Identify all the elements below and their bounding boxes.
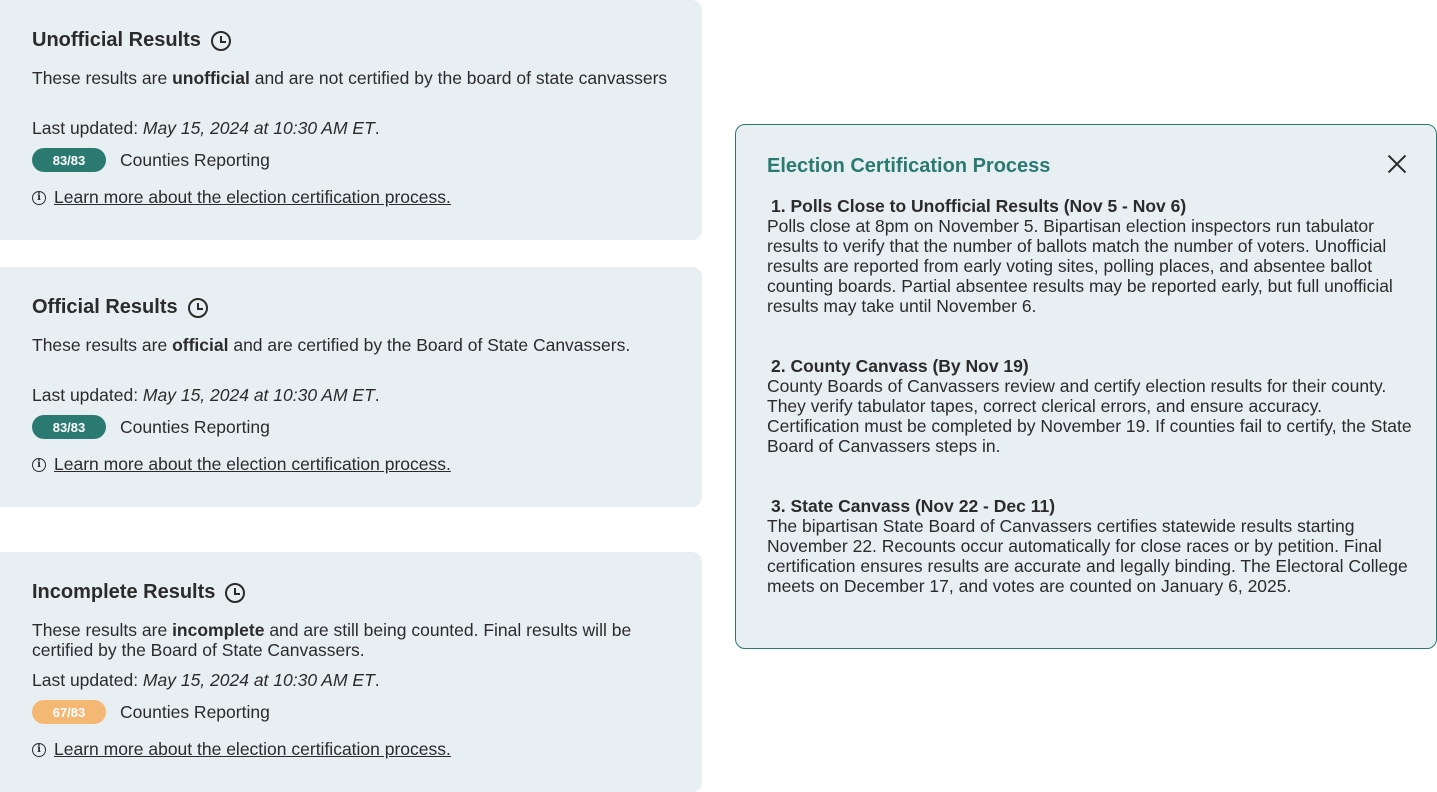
card-description: These results are unofficial and are not certified by the board of state canvassers — [32, 68, 668, 88]
learn-more — [32, 187, 451, 208]
step-title: 2. County Canvass (By Nov 19) — [771, 356, 1029, 376]
counties-reporting — [32, 415, 270, 439]
popup-title: Election Certification Process — [767, 155, 1051, 177]
step-1 — [767, 196, 1415, 316]
card-title — [32, 581, 245, 604]
updated-timestamp: May 15, 2024 at 10:30 AM ET — [142, 670, 375, 690]
status-word: official — [172, 335, 229, 355]
reporting-label: Counties Reporting — [120, 416, 270, 437]
incomplete-results-card — [0, 552, 702, 792]
card-description: These results are official and are certified by the Board of State Canvassers. — [32, 335, 631, 355]
learn-more — [32, 739, 451, 760]
step-body: County Boards of Canvassers review and certify election results for their county. — [767, 376, 1387, 396]
learn-more-link[interactable]: Learn more about the election certification process. — [54, 454, 451, 474]
certification-process-popup — [735, 124, 1437, 649]
info-icon: i — [32, 458, 46, 472]
step-body-2: They verify tabulator tapes, correct clerical errors, and ensure accuracy. Certification must be completed by November 19. If counties fail to certify, the State Board of Canvassers steps in. — [767, 396, 1412, 456]
official-results-card — [0, 267, 702, 507]
status-word: incomplete — [172, 620, 265, 640]
reporting-label: Counties Reporting — [120, 149, 270, 170]
clock-icon — [211, 31, 231, 51]
step-title: 3. State Canvass (Nov 22 - Dec 11) — [771, 496, 1056, 516]
close-icon[interactable] — [1386, 152, 1408, 174]
clock-icon — [225, 583, 245, 603]
reporting-label: Counties Reporting — [120, 701, 270, 722]
card-title — [32, 296, 208, 319]
card-description: These results are incomplete and are still being counted. Final results will be certified by the Board of State Canvassers. — [32, 620, 632, 660]
step-title: 1. Polls Close to Unofficial Results (Nov 5 - Nov 6) — [771, 196, 1187, 216]
card-title-text: Incomplete Results — [32, 581, 216, 603]
info-icon: i — [32, 743, 46, 757]
step-body: Polls close at 8pm on November 5. Bipartisan election inspectors run tabulator results to verify that the number of ballots match the number of voters. Unofficial results are reported from early voting sites, polling places, and absentee ballot counting boards. Partial absentee results may be reported early, but full unofficial results may take until November 6. — [767, 216, 1393, 316]
card-title-text: Official Results — [32, 296, 178, 318]
step-2 — [767, 356, 1415, 456]
info-icon: i — [32, 191, 46, 205]
status-word: unofficial — [172, 68, 250, 88]
unofficial-results-card — [0, 0, 702, 240]
step-body: The bipartisan State Board of Canvassers certifies statewide results starting November 22. Recounts occur automatically for close races or by petition. Final certification ensures results are accurate and legally binding. The Electoral College meets on December 17, and votes are counted on January 6, 2025. — [767, 516, 1408, 596]
reporting-badge: 83/83 — [32, 415, 106, 439]
card-title — [32, 29, 231, 52]
last-updated: Last updated: May 15, 2024 at 10:30 AM ET. — [32, 118, 380, 138]
updated-timestamp: May 15, 2024 at 10:30 AM ET — [142, 385, 375, 405]
counties-reporting — [32, 700, 270, 724]
learn-more-link[interactable]: Learn more about the election certification process. — [54, 739, 451, 759]
last-updated: Last updated: May 15, 2024 at 10:30 AM ET. — [32, 670, 380, 690]
step-3 — [767, 496, 1415, 596]
learn-more — [32, 454, 451, 475]
reporting-badge: 67/83 — [32, 700, 106, 724]
clock-icon — [188, 298, 208, 318]
last-updated: Last updated: May 15, 2024 at 10:30 AM ET. — [32, 385, 380, 405]
card-title-text: Unofficial Results — [32, 29, 201, 51]
updated-timestamp: May 15, 2024 at 10:30 AM ET — [142, 118, 375, 138]
reporting-badge: 83/83 — [32, 148, 106, 172]
learn-more-link[interactable]: Learn more about the election certification process. — [54, 187, 451, 207]
counties-reporting — [32, 148, 270, 172]
